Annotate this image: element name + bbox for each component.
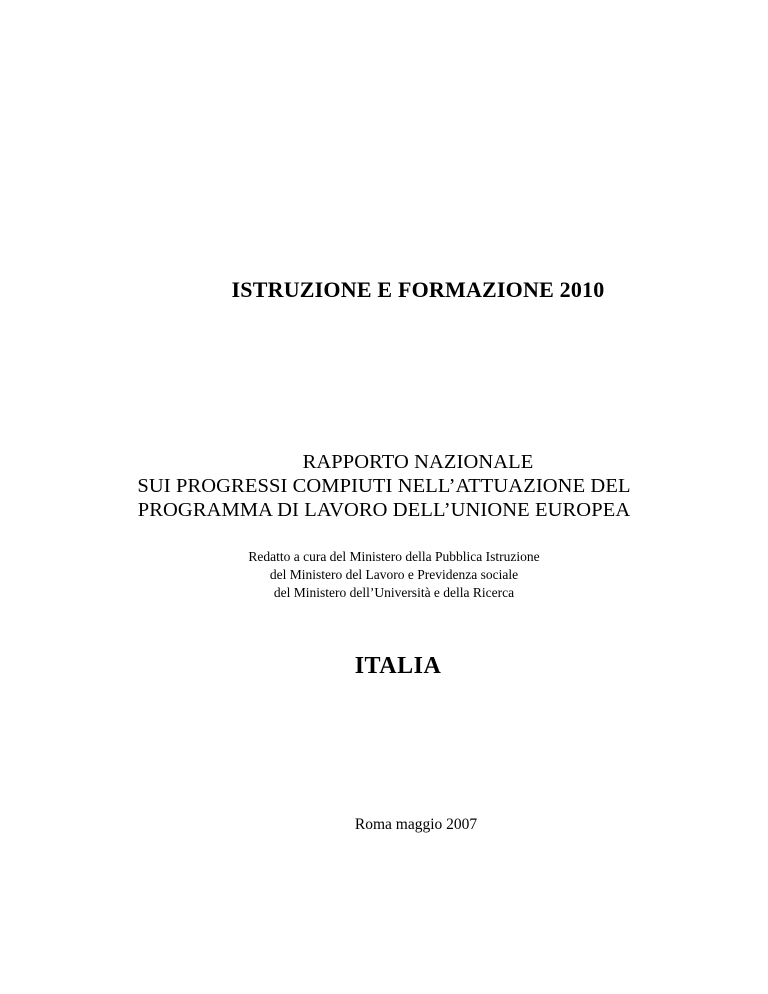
document-title: ISTRUZIONE E FORMAZIONE 2010 [231, 277, 605, 302]
place-date: Roma maggio 2007 [354, 816, 478, 833]
country-heading: ITALIA [354, 653, 442, 679]
credit-line-1: Redatto a cura del Ministero della Pubblica Istruzione [248, 549, 540, 564]
credit-line-2: del Ministero del Lavoro e Previdenza sociale [269, 567, 519, 582]
subtitle-line-1: RAPPORTO NAZIONALE [302, 451, 534, 473]
credit-line-3: del Ministero dell’Università e della Ricerca [273, 585, 515, 600]
subtitle-line-2: SUI PROGRESSI COMPIUTI NELL’ATTUAZIONE DEL [137, 475, 631, 497]
subtitle-line-3: PROGRAMMA DI LAVORO DELL’UNIONE EUROPEA [137, 499, 631, 521]
